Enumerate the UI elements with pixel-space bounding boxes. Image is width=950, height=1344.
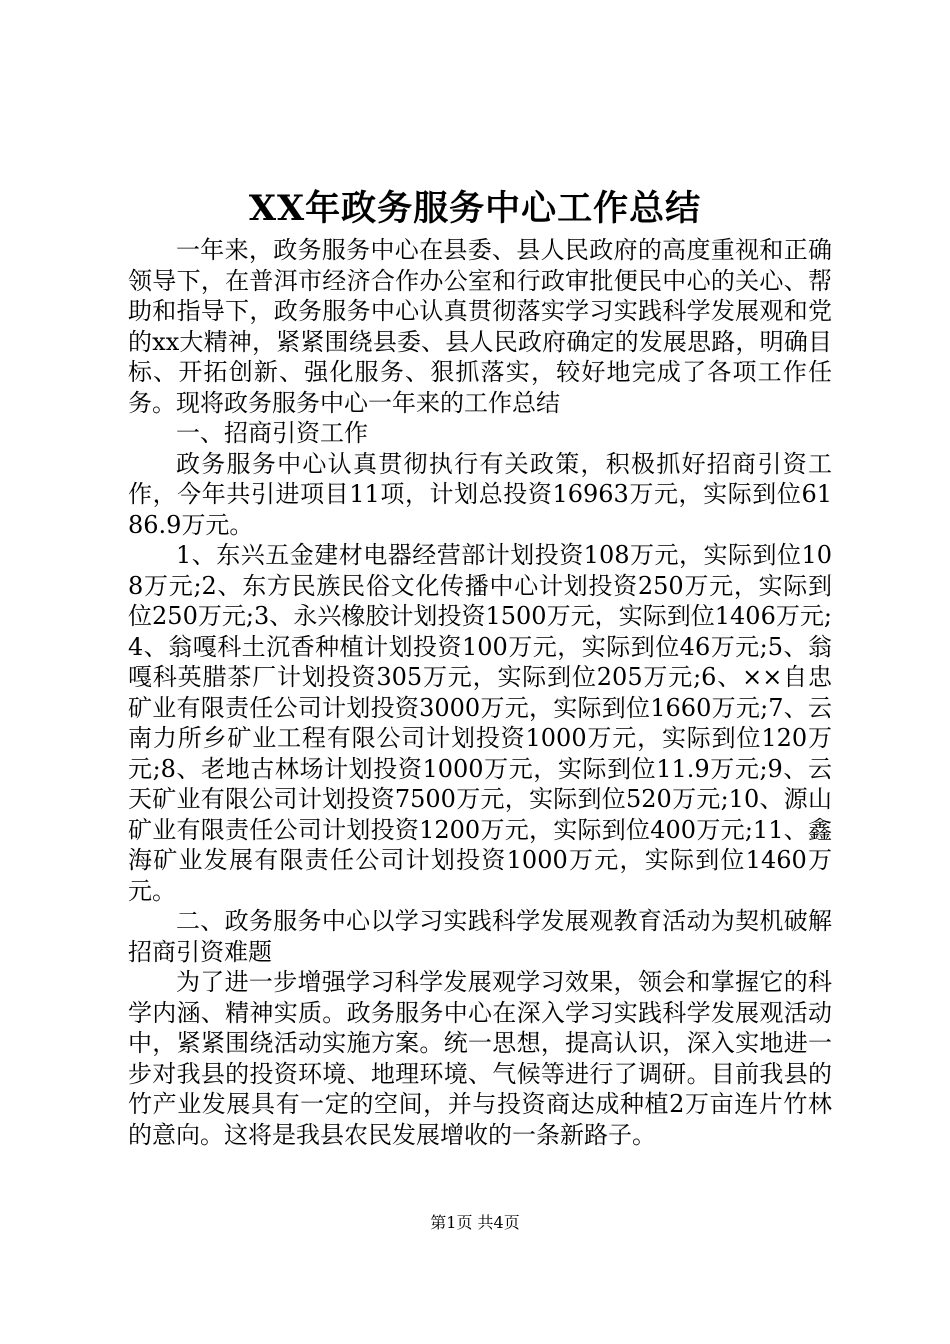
document-body [128,235,832,1150]
section-heading-study: 二、政务服务中心以学习实践科学发展观教育活动为契机破解招商引资难题 [128,907,832,966]
section-heading-investment: 一、招商引资工作 [176,419,368,447]
paragraph-investment-summary: 政务服务中心认真贯彻执行有关政策，积极抓好招商引资工作，今年共引进项目11项，计划总投资16963万元，实际到位6186.9万元。 [128,449,832,539]
paragraph-study: 为了进一步增强学习科学发展观学习效果，领会和掌握它的科学内涵、精神实质。政务服务中心在深入学习实践科学发展观活动中，紧紧围绕活动实施方案。统一思想，提高认识，深入实地进一步对我县的投资环境、地理环境、气候等进行了调研。目前我县的竹产业发展具有一定的空间，并与投资商达成种植2万亩连片竹林的意向。这将是我县农民发展增收的一条新路子。 [128,968,832,1149]
paragraph-intro: 一年来，政务服务中心在县委、县人民政府的高度重视和正确领导下，在普洱市经济合作办公室和行政审批便民中心的关心、帮助和指导下，政务服务中心认真贯彻落实学习实践科学发展观和党的xx大精神，紧紧围绕县委、县人民政府确定的发展思路，明确目标、开拓创新、强化服务、狠抓落实，较好地完成了各项工作任务。现将政务服务中心一年来的工作总结 [128,236,832,417]
paragraph-project-list: 1、东兴五金建材电器经营部计划投资108万元，实际到位108万元;2、东方民族民俗文化传播中心计划投资250万元，实际到位250万元;3、永兴橡胶计划投资1500万元，实际到位1406万元;4、翁嘎科土沉香种植计划投资100万元，实际到位46万元;5、翁嘎科英腊茶厂计划投资305万元，实际到位205万元;6、××自忠矿业有限责任公司计划投资3000万元，实际到位1660万元;7、云南力所乡矿业工程有限公司计划投资1000万元，实际到位120万元;8、老地古林场计划投资1000万元，实际到位11.9万元;9、云天矿业有限公司计划投资7500万元，实际到位520万元;10、源山矿业有限责任公司计划投资1200万元，实际到位400万元;11、鑫海矿业发展有限责任公司计划投资1000万元，实际到位1460万元。 [128,541,832,905]
document-title: XX年政务服务中心工作总结 [248,188,702,229]
page-number-footer: 第1页 共4页 [430,1213,520,1232]
